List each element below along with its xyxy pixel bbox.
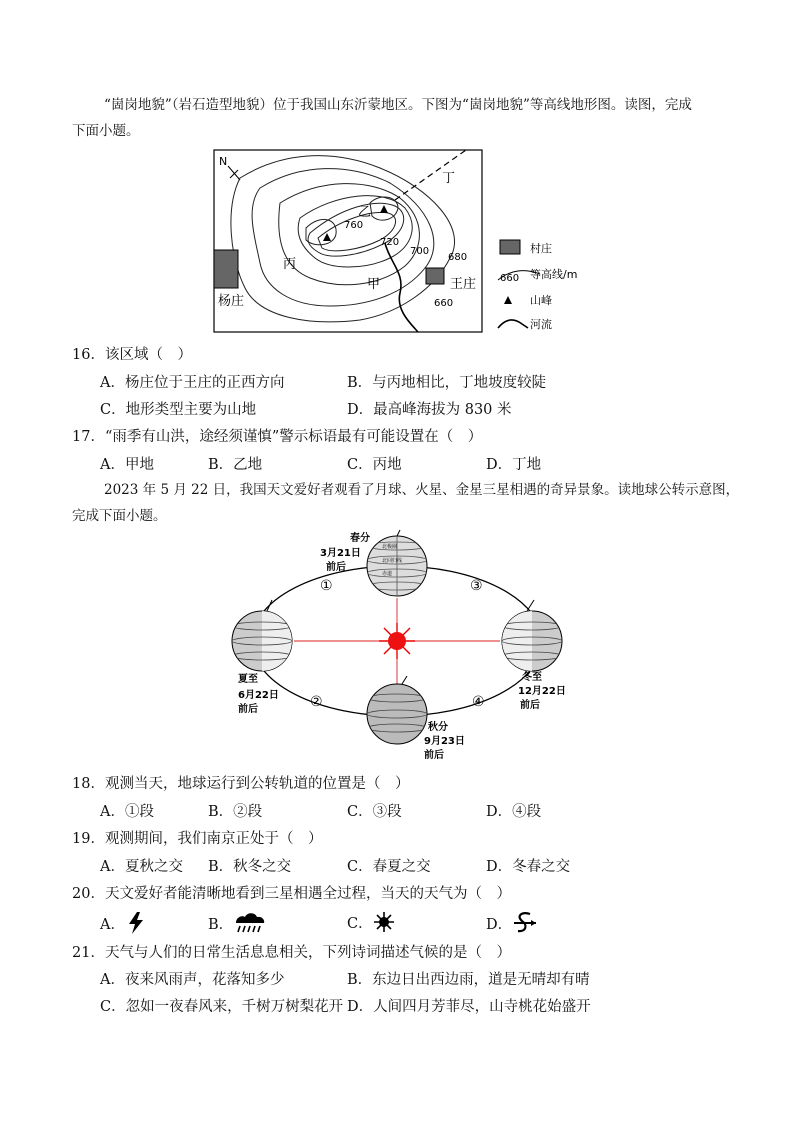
map-legend [498, 240, 577, 331]
contour-label: 680 [448, 252, 468, 263]
q21-option-c[interactable]: C．忽如一夜春风来，千树万树梨花开 [100, 999, 344, 1015]
q18-option-d[interactable]: D．④段 [486, 804, 542, 820]
q20-option-a-label: A． [100, 916, 125, 933]
q18-option-b[interactable]: B．②段 [208, 804, 263, 820]
contour-map [210, 148, 590, 338]
place-ding: 丁 [442, 171, 456, 186]
sandstorm-icon [512, 911, 538, 935]
intro2-line-2: 完成下面小题。 [72, 508, 167, 524]
place-jia: 甲 [367, 277, 381, 292]
contour-label: 720 [380, 237, 400, 248]
segment-3: ③ [470, 578, 483, 594]
q21-option-b[interactable]: B．东边日出西边雨，道是无晴却有晴 [347, 972, 590, 988]
label-dongzhi: 冬至 [522, 672, 542, 683]
village-wangzhuang-block [426, 268, 444, 284]
q16-option-b[interactable]: B．与丙地相比，丁地坡度较陡 [347, 375, 547, 391]
legend-village-icon [500, 240, 520, 254]
legend-river: 河流 [530, 318, 552, 331]
village-yangzhuang-block [214, 250, 238, 288]
globe-label: 北极圈 [382, 544, 398, 550]
q20-option-b-label: B． [208, 916, 234, 933]
orbit-diagram [222, 528, 578, 768]
label-chunfen-date: 3月21日 [320, 548, 361, 559]
q16-option-d[interactable]: D．最高峰海拔为 830 米 [347, 402, 512, 418]
q17-option-a[interactable]: A．甲地 [100, 457, 154, 473]
q16-option-c[interactable]: C．地形类型主要为山地 [100, 402, 257, 418]
globe-winter [502, 600, 562, 671]
globe-spring [367, 530, 427, 596]
north-label: N [219, 155, 228, 168]
rain-cloud-icon [233, 911, 267, 935]
legend-village: 村庄 [530, 242, 552, 255]
globe-label: 赤道 [382, 571, 393, 577]
legend-contour: 等高线/m [530, 268, 578, 281]
place-yi: 乙 [358, 205, 372, 220]
q20-option-c-label: C． [347, 915, 373, 932]
legend-peak-icon [504, 296, 512, 304]
legend-peak: 山峰 [530, 294, 552, 307]
q17-option-b[interactable]: B．乙地 [208, 457, 263, 473]
q18-stem: 18．观测当天，地球运行到公转轨道的位置是（ ） [72, 776, 410, 792]
q17-stem: 17．“雨季有山洪，途经须谨慎”警示标语最有可能设置在（ ） [72, 429, 483, 445]
q19-option-a[interactable]: A．夏秋之交 [100, 859, 183, 875]
place-wangzhuang: 王庄 [450, 277, 477, 292]
segment-1: ① [320, 578, 333, 594]
place-bing: 丙 [283, 257, 297, 272]
intro-line-2: 下面小题。 [72, 123, 140, 139]
sun-icon [373, 911, 395, 933]
q20-option-d[interactable] [486, 911, 538, 935]
q21-stem: 21．天气与人们的日常生活息息相关，下列诗词描述气候的是（ ） [72, 945, 511, 961]
label-xiazhi-date: 6月22日 [238, 690, 279, 701]
label-xiazhi: 夏至 [238, 674, 258, 685]
label-dongzhi-after: 前后 [520, 700, 540, 711]
q18-option-c[interactable]: C．③段 [347, 804, 402, 820]
q20-stem: 20．天文爱好者能清晰地看到三星相遇全过程，当天的天气为（ ） [72, 886, 511, 902]
contour-label: 700 [410, 246, 430, 257]
contour-label: 760 [344, 220, 364, 231]
globe-autumn [367, 676, 427, 744]
q19-stem: 19．观测期间，我们南京正处于（ ） [72, 831, 323, 847]
label-qiufen-date: 9月23日 [424, 736, 465, 747]
label-chunfen-after: 前后 [326, 562, 346, 573]
intro2-line-1: 2023 年 5 月 22 日，我国天文爱好者观看了月球、火星、金星三星相遇的奇异景象。读地球公转示意图， [104, 482, 740, 498]
q21-option-a[interactable]: A．夜来风雨声，花落知多少 [100, 972, 285, 988]
segment-4: ④ [472, 694, 485, 710]
q20-option-a[interactable] [100, 911, 147, 935]
place-yangzhuang: 杨庄 [218, 294, 245, 309]
segment-2: ② [310, 694, 323, 710]
label-xiazhi-after: 前后 [238, 704, 258, 715]
q18-option-a[interactable]: A．①段 [100, 804, 154, 820]
q20-option-b[interactable] [208, 911, 267, 935]
legend-river-icon [498, 320, 528, 328]
globe-label: 北回归线 [382, 558, 403, 564]
q16-stem: 16．该区域（ ） [72, 347, 192, 363]
lightning-icon [125, 911, 147, 935]
q21-option-d[interactable]: D．人间四月芳菲尽，山寺桃花始盛开 [347, 999, 591, 1015]
q19-option-b[interactable]: B．秋冬之交 [208, 859, 292, 875]
q20-option-c[interactable] [347, 911, 395, 933]
q19-option-d[interactable]: D．冬春之交 [486, 859, 571, 875]
contour-label: 660 [434, 298, 454, 309]
globe-summer [232, 600, 292, 671]
label-qiufen: 秋分 [428, 722, 448, 733]
sun-icon [379, 623, 415, 659]
q19-option-c[interactable]: C．春夏之交 [347, 859, 431, 875]
q17-option-d[interactable]: D．丁地 [486, 457, 542, 473]
legend-contour-value: 660 [500, 273, 520, 284]
label-dongzhi-date: 12月22日 [518, 686, 566, 697]
q20-option-d-label: D． [486, 916, 513, 933]
intro-line-1: “崮岗地貌”（岩石造型地貌）位于我国山东沂蒙地区。下图为“崮岗地貌”等高线地形图。读图，完成 [104, 97, 692, 113]
q16-option-a[interactable]: A．杨庄位于王庄的正西方向 [100, 375, 285, 391]
q17-option-c[interactable]: C．丙地 [347, 457, 402, 473]
label-qiufen-after: 前后 [424, 750, 444, 761]
label-chunfen: 春分 [350, 533, 370, 544]
